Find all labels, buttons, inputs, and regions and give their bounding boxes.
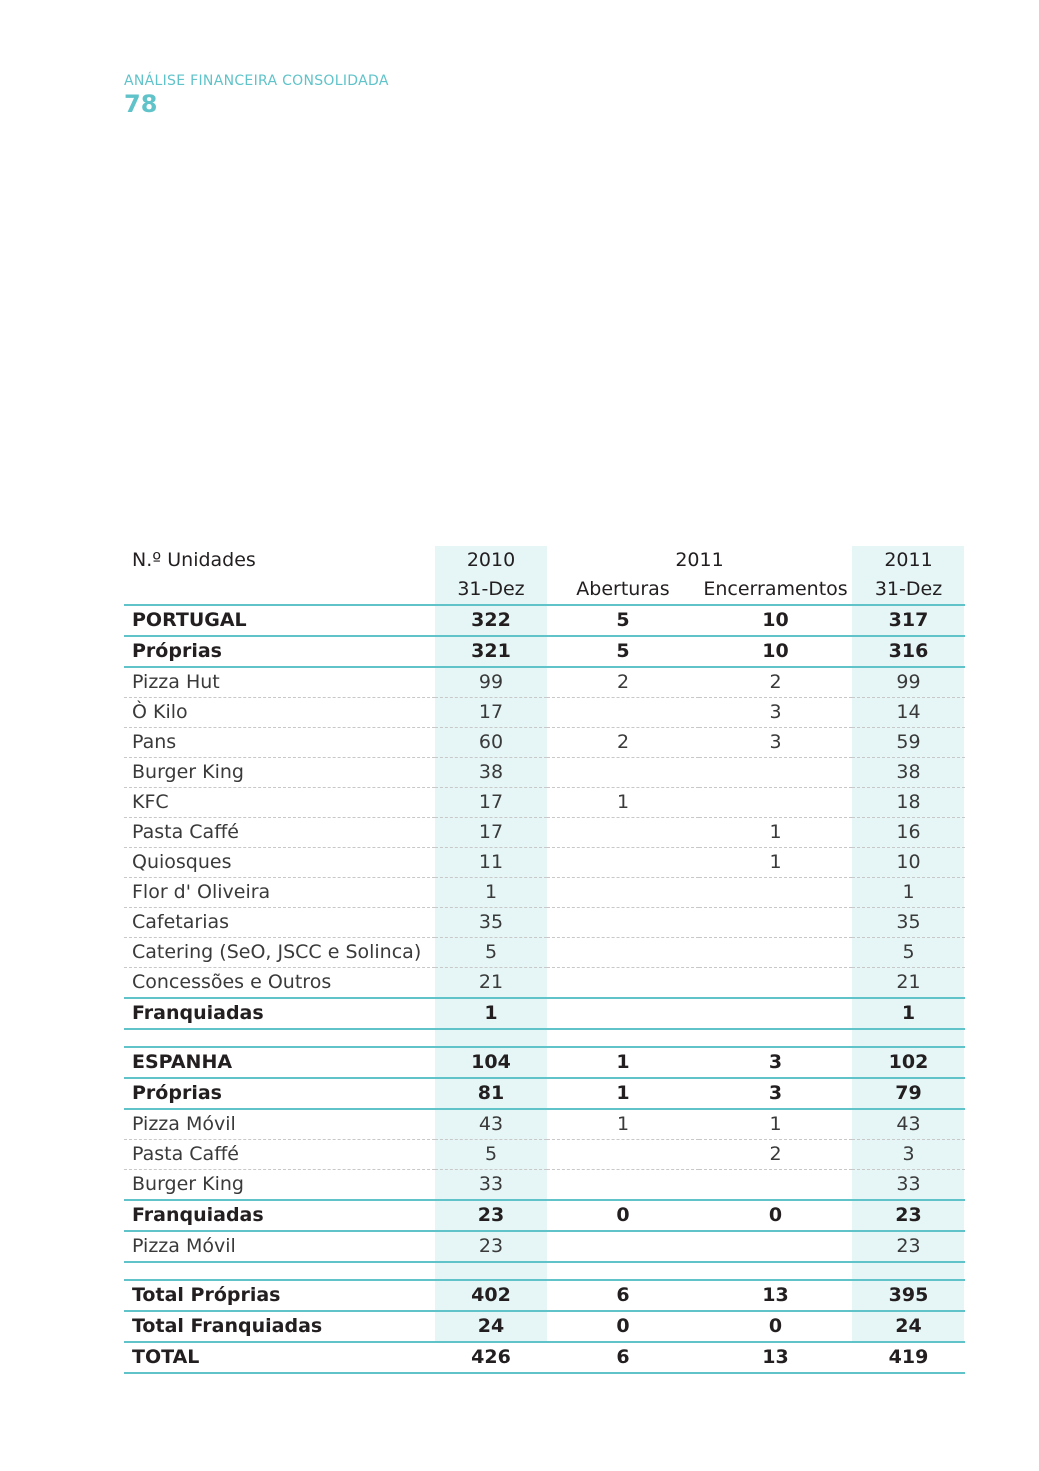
row-label: Total Franquiadas [124,1311,435,1342]
cell-2011: 99 [852,667,965,698]
cell-aberturas: 0 [547,1311,699,1342]
cell-2010: 17 [435,698,547,728]
cell-2010: 402 [435,1280,547,1311]
table-row [124,1280,965,1311]
cell-2011: 1 [852,878,965,908]
table-row [124,636,965,667]
row-label: Próprias [124,1078,435,1109]
header-2011-year: 2011 [884,549,933,571]
cell-encerramentos [699,998,852,1029]
cell-2011: 5 [852,938,965,968]
cell-encerramentos: 1 [699,848,852,878]
table-row [124,698,965,728]
cell-encerramentos [699,1231,852,1262]
cell-2010: 321 [435,636,547,667]
cell-aberturas: 2 [547,728,699,758]
cell-2011: 419 [852,1342,965,1373]
cell-encerramentos: 3 [699,1047,852,1078]
cell-aberturas: 1 [547,788,699,818]
cell-2011: 23 [852,1200,965,1231]
row-label: Ò Kilo [124,698,435,728]
cell-2011: 10 [852,848,965,878]
cell-aberturas: 6 [547,1342,699,1373]
row-label: Burger King [124,758,435,788]
cell-aberturas: 1 [547,1078,699,1109]
cell-2011: 16 [852,818,965,848]
cell-encerramentos: 10 [699,636,852,667]
cell-2010: 35 [435,908,547,938]
cell-encerramentos: 2 [699,667,852,698]
cell-2011: 33 [852,1170,965,1201]
row-label: Cafetarias [124,908,435,938]
cell-2010: 17 [435,818,547,848]
row-label: Burger King [124,1170,435,1201]
table-row [124,1231,965,1262]
table-row [124,998,965,1029]
cell-encerramentos: 0 [699,1311,852,1342]
table-row [124,1140,965,1170]
row-label: ESPANHA [124,1047,435,1078]
cell-encerramentos [699,938,852,968]
cell-aberturas [547,698,699,728]
cell-encerramentos [699,788,852,818]
cell-2011: 79 [852,1078,965,1109]
cell-2011: 43 [852,1109,965,1140]
table-row [124,878,965,908]
cell-2010: 60 [435,728,547,758]
table-row [124,728,965,758]
cell-encerramentos [699,758,852,788]
cell-aberturas [547,938,699,968]
cell-aberturas [547,878,699,908]
cell-aberturas: 5 [547,605,699,636]
cell-2011: 59 [852,728,965,758]
row-label: Pasta Caffé [124,818,435,848]
table-row [124,1109,965,1140]
cell-aberturas [547,1170,699,1201]
table-row [124,667,965,698]
cell-encerramentos: 10 [699,605,852,636]
row-label: Total Próprias [124,1280,435,1311]
table-row [124,1200,965,1231]
row-label: Pizza Hut [124,667,435,698]
cell-aberturas [547,1231,699,1262]
table-row [124,1047,965,1078]
cell-2011: 395 [852,1280,965,1311]
row-label: Pasta Caffé [124,1140,435,1170]
cell-aberturas [547,818,699,848]
header-2010-date: 31-Dez [435,575,547,605]
header-label: N.º Unidades [132,549,256,571]
row-label: Concessões e Outros [124,968,435,999]
table-row [124,1342,965,1373]
units-table [124,546,965,1374]
cell-2011: 1 [852,998,965,1029]
cell-aberturas: 0 [547,1200,699,1231]
table-header-row [124,546,965,575]
cell-encerramentos: 2 [699,1140,852,1170]
cell-aberturas [547,908,699,938]
units-table-container [124,546,965,1374]
cell-encerramentos: 3 [699,1078,852,1109]
cell-2010: 23 [435,1231,547,1262]
cell-encerramentos: 1 [699,818,852,848]
page-number: 78 [124,90,158,118]
cell-encerramentos: 3 [699,728,852,758]
cell-2010: 322 [435,605,547,636]
cell-2011: 102 [852,1047,965,1078]
table-row [124,818,965,848]
table-row [124,605,965,636]
table-row [124,788,965,818]
row-label: PORTUGAL [124,605,435,636]
cell-aberturas: 2 [547,667,699,698]
cell-aberturas: 6 [547,1280,699,1311]
row-label: Franquiadas [124,998,435,1029]
cell-aberturas [547,1140,699,1170]
header-encerramentos: Encerramentos [699,575,852,605]
cell-2010: 81 [435,1078,547,1109]
cell-2010: 5 [435,938,547,968]
cell-2011: 18 [852,788,965,818]
cell-aberturas: 1 [547,1047,699,1078]
cell-2010: 33 [435,1170,547,1201]
table-row [124,758,965,788]
cell-encerramentos [699,968,852,999]
row-label: KFC [124,788,435,818]
row-label: Pizza Móvil [124,1109,435,1140]
table-subheader-row [124,575,965,605]
cell-encerramentos: 0 [699,1200,852,1231]
cell-encerramentos: 13 [699,1342,852,1373]
cell-2010: 38 [435,758,547,788]
cell-aberturas [547,998,699,1029]
cell-2011: 24 [852,1311,965,1342]
cell-aberturas [547,968,699,999]
cell-2010: 23 [435,1200,547,1231]
row-label: Catering (SeO, JSCC e Solinca) [124,938,435,968]
cell-2010: 11 [435,848,547,878]
cell-2010: 24 [435,1311,547,1342]
cell-2011: 3 [852,1140,965,1170]
cell-2011: 21 [852,968,965,999]
table-row [124,1311,965,1342]
cell-2011: 35 [852,908,965,938]
row-label: Flor d' Oliveira [124,878,435,908]
header-2010-year: 2010 [466,549,516,571]
cell-2011: 23 [852,1231,965,1262]
page-header [124,72,389,118]
table-row [124,908,965,938]
section-spacer [124,1262,965,1280]
header-2011-date: 31-Dez [852,575,965,605]
table-row [124,1170,965,1201]
cell-2010: 1 [435,878,547,908]
table-row [124,938,965,968]
table-row [124,848,965,878]
row-label: Pans [124,728,435,758]
header-aberturas: Aberturas [547,575,699,605]
header-2011-group: 2011 [675,549,724,571]
cell-encerramentos: 1 [699,1109,852,1140]
cell-aberturas [547,848,699,878]
cell-aberturas [547,758,699,788]
cell-encerramentos [699,908,852,938]
table-row [124,1078,965,1109]
cell-2010: 104 [435,1047,547,1078]
cell-2011: 38 [852,758,965,788]
row-label: Próprias [124,636,435,667]
cell-aberturas: 1 [547,1109,699,1140]
cell-2010: 17 [435,788,547,818]
row-label: Quiosques [124,848,435,878]
section-title: ANÁLISE FINANCEIRA CONSOLIDADA [124,73,389,89]
cell-encerramentos [699,878,852,908]
cell-2010: 99 [435,667,547,698]
cell-encerramentos: 13 [699,1280,852,1311]
cell-encerramentos [699,1170,852,1201]
cell-2010: 5 [435,1140,547,1170]
cell-2011: 316 [852,636,965,667]
section-spacer [124,1029,965,1047]
row-label: TOTAL [124,1342,435,1373]
cell-2010: 43 [435,1109,547,1140]
row-label: Pizza Móvil [124,1231,435,1262]
cell-aberturas: 5 [547,636,699,667]
cell-2011: 317 [852,605,965,636]
cell-2010: 1 [435,998,547,1029]
row-label: Franquiadas [124,1200,435,1231]
cell-encerramentos: 3 [699,698,852,728]
table-row [124,968,965,999]
cell-2011: 14 [852,698,965,728]
cell-2010: 21 [435,968,547,999]
cell-2010: 426 [435,1342,547,1373]
